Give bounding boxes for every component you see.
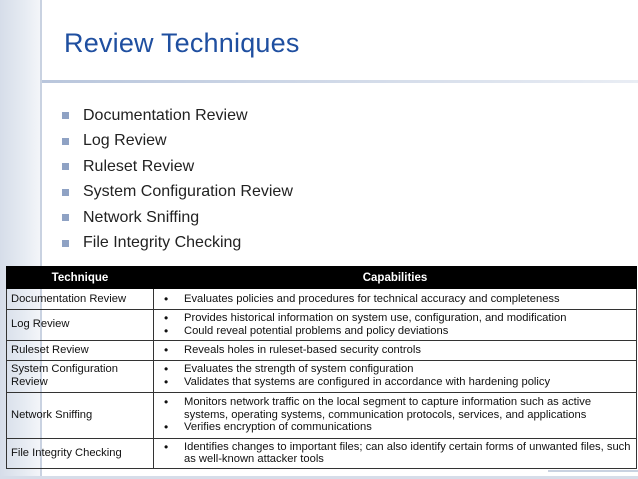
capability-item: • Monitors network traffic on the local segment to capture information such as active systems, operating systems, communication protocols, services, and applications: [158, 396, 632, 422]
square-bullet-icon: [62, 138, 69, 145]
table-row: [7, 438, 637, 469]
slide-title: Review Techniques: [64, 28, 300, 58]
bullet-item: [62, 205, 293, 231]
bullet-item: [62, 180, 293, 206]
capabilities-cell: [154, 438, 637, 469]
square-bullet-icon: [62, 163, 69, 170]
capability-item: • Validates that systems are configured in accordance with hardening policy: [158, 376, 632, 389]
square-bullet-icon: [62, 189, 69, 196]
header-technique: Technique: [7, 267, 154, 289]
technique-cell: Documentation Review: [7, 289, 154, 310]
technique-cell: Log Review: [7, 310, 154, 341]
capability-item: • Reveals holes in ruleset-based security controls: [158, 344, 632, 357]
technique-cell: File Integrity Checking: [7, 438, 154, 469]
table-row: [7, 360, 637, 392]
technique-cell: System Configuration Review: [7, 360, 154, 392]
footer-accent-line: [548, 470, 638, 472]
header-capabilities: Capabilities: [154, 267, 637, 289]
bullet-item: [62, 231, 293, 257]
bullet-item: [62, 103, 293, 129]
table-row: [7, 289, 637, 310]
square-bullet-icon: [62, 214, 69, 221]
bullet-text: Ruleset Review: [83, 157, 195, 175]
capabilities-cell: [154, 340, 637, 360]
techniques-table-container: [6, 266, 636, 469]
table-row: [7, 340, 637, 360]
square-bullet-icon: [62, 112, 69, 119]
bullet-item: [62, 154, 293, 180]
square-bullet-icon: [62, 240, 69, 247]
capability-item: • Could reveal potential problems and policy deviations: [158, 325, 632, 338]
capabilities-cell: [154, 360, 637, 392]
title-divider: [42, 80, 638, 83]
bullet-text: File Integrity Checking: [83, 234, 242, 252]
technique-bullet-list: [62, 103, 293, 256]
capabilities-cell: [154, 310, 637, 341]
technique-cell: Ruleset Review: [7, 340, 154, 360]
table-header-row: [7, 267, 637, 289]
capability-item: • Verifies encryption of communications: [158, 421, 632, 434]
bullet-text: Log Review: [83, 132, 167, 150]
techniques-table: [6, 266, 637, 469]
bullet-item: [62, 129, 293, 155]
table-row: [7, 310, 637, 341]
capabilities-cell: [154, 392, 637, 438]
capabilities-cell: [154, 289, 637, 310]
bullet-text: System Configuration Review: [83, 183, 293, 201]
capability-item: • Provides historical information on system use, configuration, and modification: [158, 312, 632, 325]
bullet-text: Documentation Review: [83, 106, 248, 124]
technique-cell: Network Sniffing: [7, 392, 154, 438]
bullet-text: Network Sniffing: [83, 208, 200, 226]
capability-item: • Identifies changes to important files; can also identify certain forms of unwanted files, such as well-known attacker tools: [158, 441, 632, 467]
capability-item: • Evaluates the strength of system configuration: [158, 363, 632, 376]
table-row: [7, 392, 637, 438]
capability-item: • Evaluates policies and procedures for technical accuracy and completeness: [158, 293, 632, 306]
